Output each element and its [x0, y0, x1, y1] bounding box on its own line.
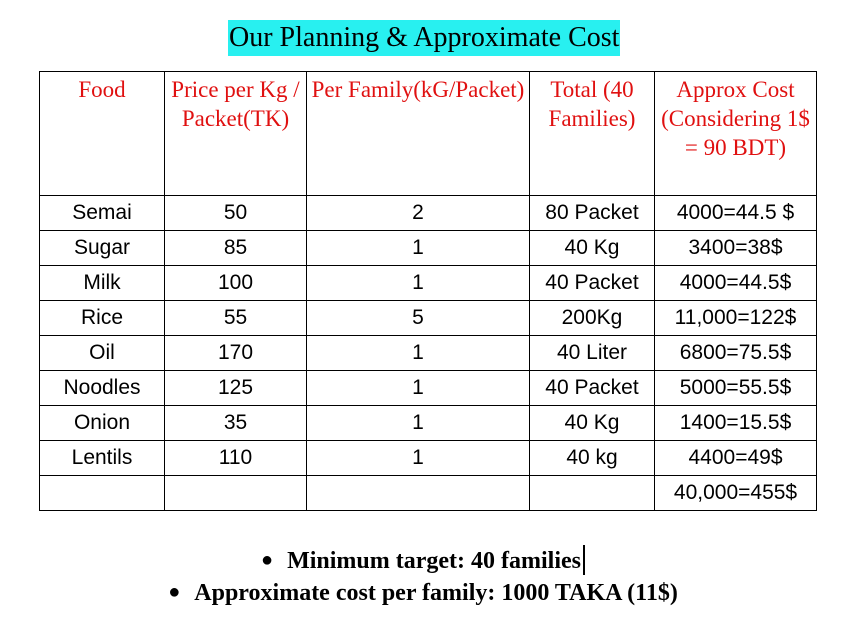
cell-per-family: 1	[307, 231, 530, 266]
cost-table	[39, 71, 817, 511]
text-cursor	[583, 545, 585, 575]
cell-total: 40 kg	[530, 441, 655, 476]
cell-food: Onion	[40, 406, 165, 441]
cell-approx-cost: 1400=15.5$	[655, 406, 817, 441]
cell-approx-cost: 4000=44.5$	[655, 266, 817, 301]
cell-food	[40, 476, 165, 511]
cell-total: 40 Liter	[530, 336, 655, 371]
cell-per-family	[307, 476, 530, 511]
cell-price: 55	[165, 301, 307, 336]
cell-food: Sugar	[40, 231, 165, 266]
table-row	[40, 406, 817, 441]
bullet-dot-icon: ●	[168, 581, 181, 603]
cell-per-family: 5	[307, 301, 530, 336]
table-header-row	[40, 72, 817, 196]
bullet-text: Minimum target: 40 families	[287, 548, 582, 574]
page-title: Our Planning & Approximate Cost	[228, 20, 620, 56]
cell-total: 80 Packet	[530, 196, 655, 231]
table-row	[40, 231, 817, 266]
cell-price	[165, 476, 307, 511]
cell-price: 85	[165, 231, 307, 266]
cell-price: 125	[165, 371, 307, 406]
table-row	[40, 371, 817, 406]
cell-food: Noodles	[40, 371, 165, 406]
cell-food: Oil	[40, 336, 165, 371]
table-row	[40, 266, 817, 301]
cell-approx-cost: 6800=75.5$	[655, 336, 817, 371]
bullet-list	[0, 545, 846, 609]
header-per-family: Per Family(kG/Packet)	[307, 72, 530, 196]
cell-price: 50	[165, 196, 307, 231]
cell-food: Rice	[40, 301, 165, 336]
cell-food: Milk	[40, 266, 165, 301]
table-row	[40, 441, 817, 476]
cell-total: 40 Packet	[530, 371, 655, 406]
header-price: Price per Kg / Packet(TK)	[165, 72, 307, 196]
cell-total: 40 Kg	[530, 406, 655, 441]
cell-approx-cost: 5000=55.5$	[655, 371, 817, 406]
cell-approx-cost: 3400=38$	[655, 231, 817, 266]
cell-per-family: 1	[307, 371, 530, 406]
cell-approx-cost: 4400=49$	[655, 441, 817, 476]
cell-price: 110	[165, 441, 307, 476]
table-total-row	[40, 476, 817, 511]
cell-per-family: 1	[307, 266, 530, 301]
cell-price: 170	[165, 336, 307, 371]
header-total: Total (40 Families)	[530, 72, 655, 196]
cell-total: 40 Kg	[530, 231, 655, 266]
cell-price: 35	[165, 406, 307, 441]
cell-total: 40 Packet	[530, 266, 655, 301]
cell-price: 100	[165, 266, 307, 301]
cell-total	[530, 476, 655, 511]
bullet-cost-per-family[interactable]	[0, 577, 846, 609]
cell-approx-cost: 11,000=122$	[655, 301, 817, 336]
table-row	[40, 196, 817, 231]
cell-per-family: 2	[307, 196, 530, 231]
table-row	[40, 336, 817, 371]
cell-per-family: 1	[307, 441, 530, 476]
cell-per-family: 1	[307, 336, 530, 371]
cell-grand-total: 40,000=455$	[655, 476, 817, 511]
table-row	[40, 301, 817, 336]
bullet-minimum-target[interactable]	[0, 545, 846, 577]
cell-food: Semai	[40, 196, 165, 231]
bullet-dot-icon: ●	[260, 549, 274, 571]
header-approx-cost: Approx Cost (Considering 1$ = 90 BDT)	[655, 72, 817, 196]
bullet-text: Approximate cost per family: 1000 TAKA (11$)	[194, 580, 678, 606]
cell-approx-cost: 4000=44.5 $	[655, 196, 817, 231]
cell-per-family: 1	[307, 406, 530, 441]
cell-food: Lentils	[40, 441, 165, 476]
cell-total: 200Kg	[530, 301, 655, 336]
header-food: Food	[40, 72, 165, 196]
